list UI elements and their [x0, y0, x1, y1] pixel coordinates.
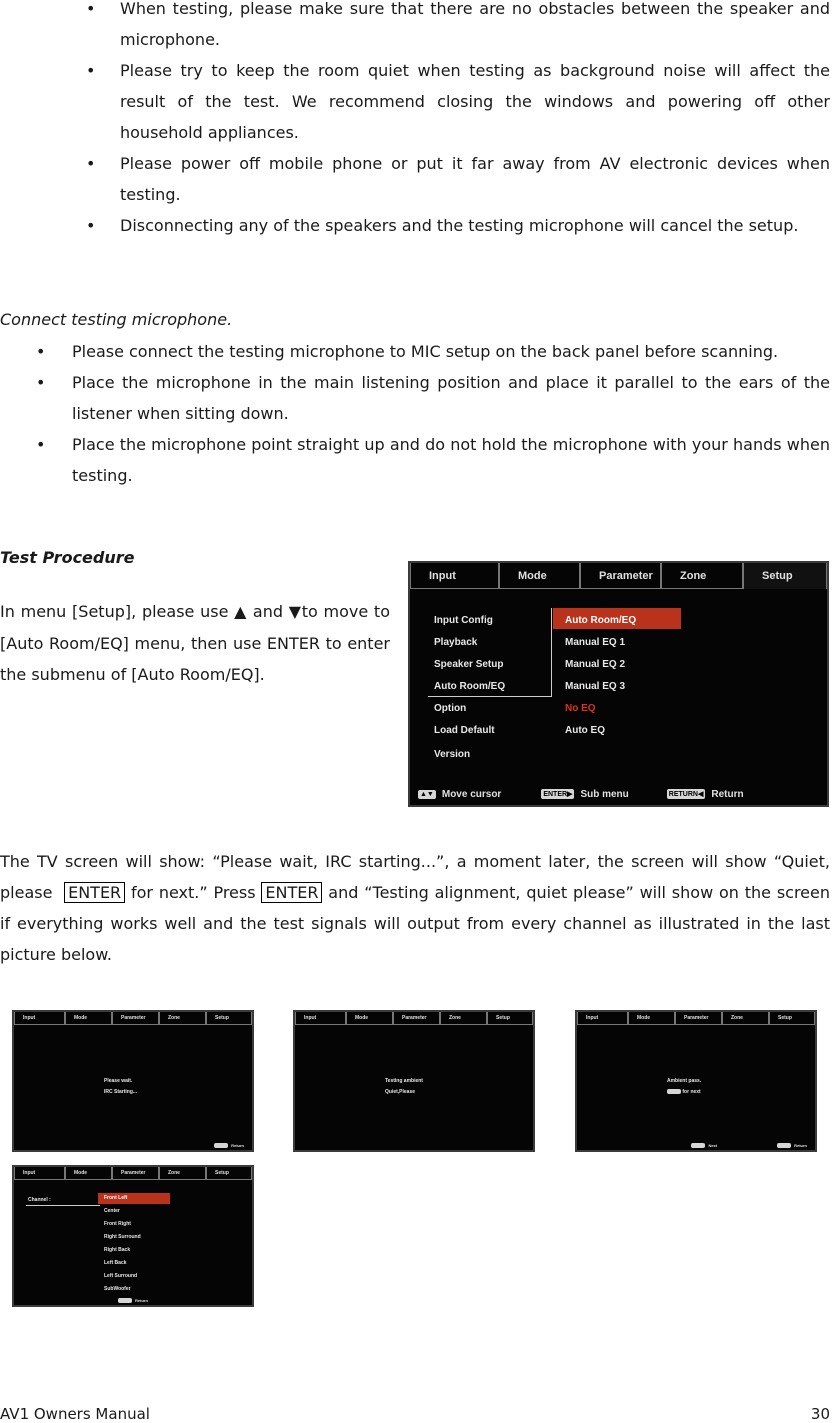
channel-item: Right Surround	[104, 1234, 141, 1240]
submenu-item-auto-eq: Auto EQ	[565, 725, 605, 736]
status-line: Quiet,Please	[385, 1089, 416, 1095]
enter-key-label: ENTER	[64, 882, 125, 903]
setup-menu-screenshot	[408, 561, 829, 807]
channel-item: Center	[104, 1208, 120, 1214]
next-label: Next	[708, 1142, 718, 1148]
small-screen-ambient-pass	[575, 1010, 817, 1152]
list-item: • Disconnecting any of the speakers and the testing microphone will cancel the setup.	[120, 210, 830, 241]
return-key	[118, 1298, 132, 1303]
tv-screen-paragraph: The TV screen will show: “Please wait, IRC starting...”, a moment later, the screen will show “Quiet, please ENTER for next.” Press ENTER and “Testing alignment, quiet please” will show on the screen if everything works well and the test signals will output from every channel as illustrated in the last picture below.	[0, 852, 831, 964]
submenu-item-manual-eq-1: Manual EQ 1	[565, 637, 626, 648]
small-screen-irc-starting	[12, 1010, 254, 1152]
submenu-item-no-eq: No EQ	[565, 703, 596, 714]
menu-tabs	[410, 563, 827, 589]
submenu-divider	[551, 608, 552, 697]
tab-input: Input	[410, 563, 499, 589]
channel-item: Front Left	[104, 1195, 128, 1201]
enter-key-label: ENTER	[261, 882, 322, 903]
list-item: • When testing, please make sure that there are no obstacles between the speaker and microphone.	[120, 0, 830, 55]
menu-item-speaker-setup: Speaker Setup	[434, 659, 504, 670]
tab-mode: Mode	[346, 1012, 393, 1025]
menu-item-input-config: Input Config	[434, 615, 493, 626]
mic-bullet-list	[72, 336, 830, 491]
return-label: Return	[711, 788, 744, 800]
list-item: • Place the microphone point straight up and do not hold the microphone with your hands when testing.	[72, 429, 830, 491]
status-line: Ambient pass.	[667, 1078, 702, 1084]
tab-parameter: Parameter	[393, 1012, 440, 1025]
selection-underline	[428, 696, 552, 697]
tab-parameter: Parameter	[580, 563, 661, 589]
tab-zone: Zone	[661, 563, 743, 589]
tab-input: Input	[14, 1012, 65, 1025]
channel-item: Right Back	[104, 1247, 131, 1253]
menu-item-option: Option	[434, 703, 467, 714]
tab-parameter: Parameter	[675, 1012, 722, 1025]
menu-footer-bar	[410, 783, 827, 805]
menu-item-playback: Playback	[434, 637, 478, 648]
return-key: RETURN◀	[668, 791, 704, 798]
list-item: • Please connect the testing microphone to MIC setup on the back panel before scanning.	[72, 336, 830, 367]
tab-parameter: Parameter	[112, 1012, 159, 1025]
tab-mode: Mode	[499, 563, 580, 589]
small-screen-channels	[12, 1165, 254, 1307]
tab-zone: Zone	[159, 1012, 206, 1025]
next-key	[691, 1143, 705, 1148]
menu-item-load-default: Load Default	[434, 725, 495, 736]
status-line: Testing ambient	[385, 1078, 423, 1084]
channel-item: Left Surround	[104, 1273, 138, 1279]
channel-item: Left Back	[104, 1260, 127, 1266]
tab-setup: Setup	[769, 1012, 815, 1025]
status-line: for next	[682, 1089, 701, 1095]
return-label: Return	[231, 1142, 244, 1148]
return-label: Return	[135, 1297, 148, 1303]
tab-input: Input	[14, 1167, 65, 1180]
submenu-item-manual-eq-2: Manual EQ 2	[565, 659, 626, 670]
enter-key	[667, 1089, 681, 1094]
enter-key: ENTER▶	[543, 791, 573, 798]
tab-zone: Zone	[159, 1167, 206, 1180]
tab-setup: Setup	[743, 563, 827, 589]
return-label: Return	[794, 1142, 807, 1148]
tab-mode: Mode	[65, 1167, 112, 1180]
small-screen-testing-ambient	[293, 1010, 535, 1152]
tab-mode: Mode	[628, 1012, 675, 1025]
return-key	[777, 1143, 791, 1148]
list-item: • Place the microphone in the main listening position and place it parallel to the ears of the listener when sitting down.	[72, 367, 830, 429]
sub-menu-label: Sub menu	[580, 788, 629, 800]
move-cursor-label: Move cursor	[441, 788, 502, 800]
tab-zone: Zone	[440, 1012, 487, 1025]
procedure-text: In menu [Setup], please use ▲ and ▼to move to [Auto Room/EQ] menu, then use ENTER to enter the submenu of [Auto Room/EQ].	[0, 602, 390, 684]
intro-bullet-list	[120, 0, 830, 241]
tab-mode: Mode	[65, 1012, 112, 1025]
menu-item-version: Version	[434, 749, 471, 760]
move-cursor-key: ▲▼	[420, 790, 434, 798]
channel-item: SubWoofer	[104, 1286, 131, 1292]
tab-input: Input	[577, 1012, 628, 1025]
status-line: Please wait.	[104, 1078, 133, 1084]
list-item: • Please try to keep the room quiet when testing as background noise will affect the result of the test. We recommend closing the windows and powering off other household appliances.	[120, 55, 830, 148]
procedure-heading: Test Procedure	[0, 548, 135, 567]
tab-setup: Setup	[206, 1012, 252, 1025]
menu-item-auto-room-eq: Auto Room/EQ	[434, 681, 506, 692]
tab-parameter: Parameter	[112, 1167, 159, 1180]
selection-underline	[26, 1205, 100, 1206]
return-key	[214, 1143, 228, 1148]
mic-heading: Connect testing microphone.	[0, 310, 233, 329]
tab-setup: Setup	[487, 1012, 533, 1025]
channel-label: Channel :	[28, 1197, 51, 1203]
channel-item: Front Right	[104, 1221, 131, 1227]
submenu-item-manual-eq-3: Manual EQ 3	[565, 681, 626, 692]
tab-input: Input	[295, 1012, 346, 1025]
submenu-item-auto-room-eq: Auto Room/EQ	[565, 615, 637, 626]
page-number: 30	[810, 1405, 830, 1423]
tab-setup: Setup	[206, 1167, 252, 1180]
list-item: • Please power off mobile phone or put it far away from AV electronic devices when testing.	[120, 148, 830, 210]
footer-title: AV1 Owners Manual	[0, 1405, 150, 1423]
tab-zone: Zone	[722, 1012, 769, 1025]
status-line: IRC Starting...	[104, 1089, 138, 1095]
